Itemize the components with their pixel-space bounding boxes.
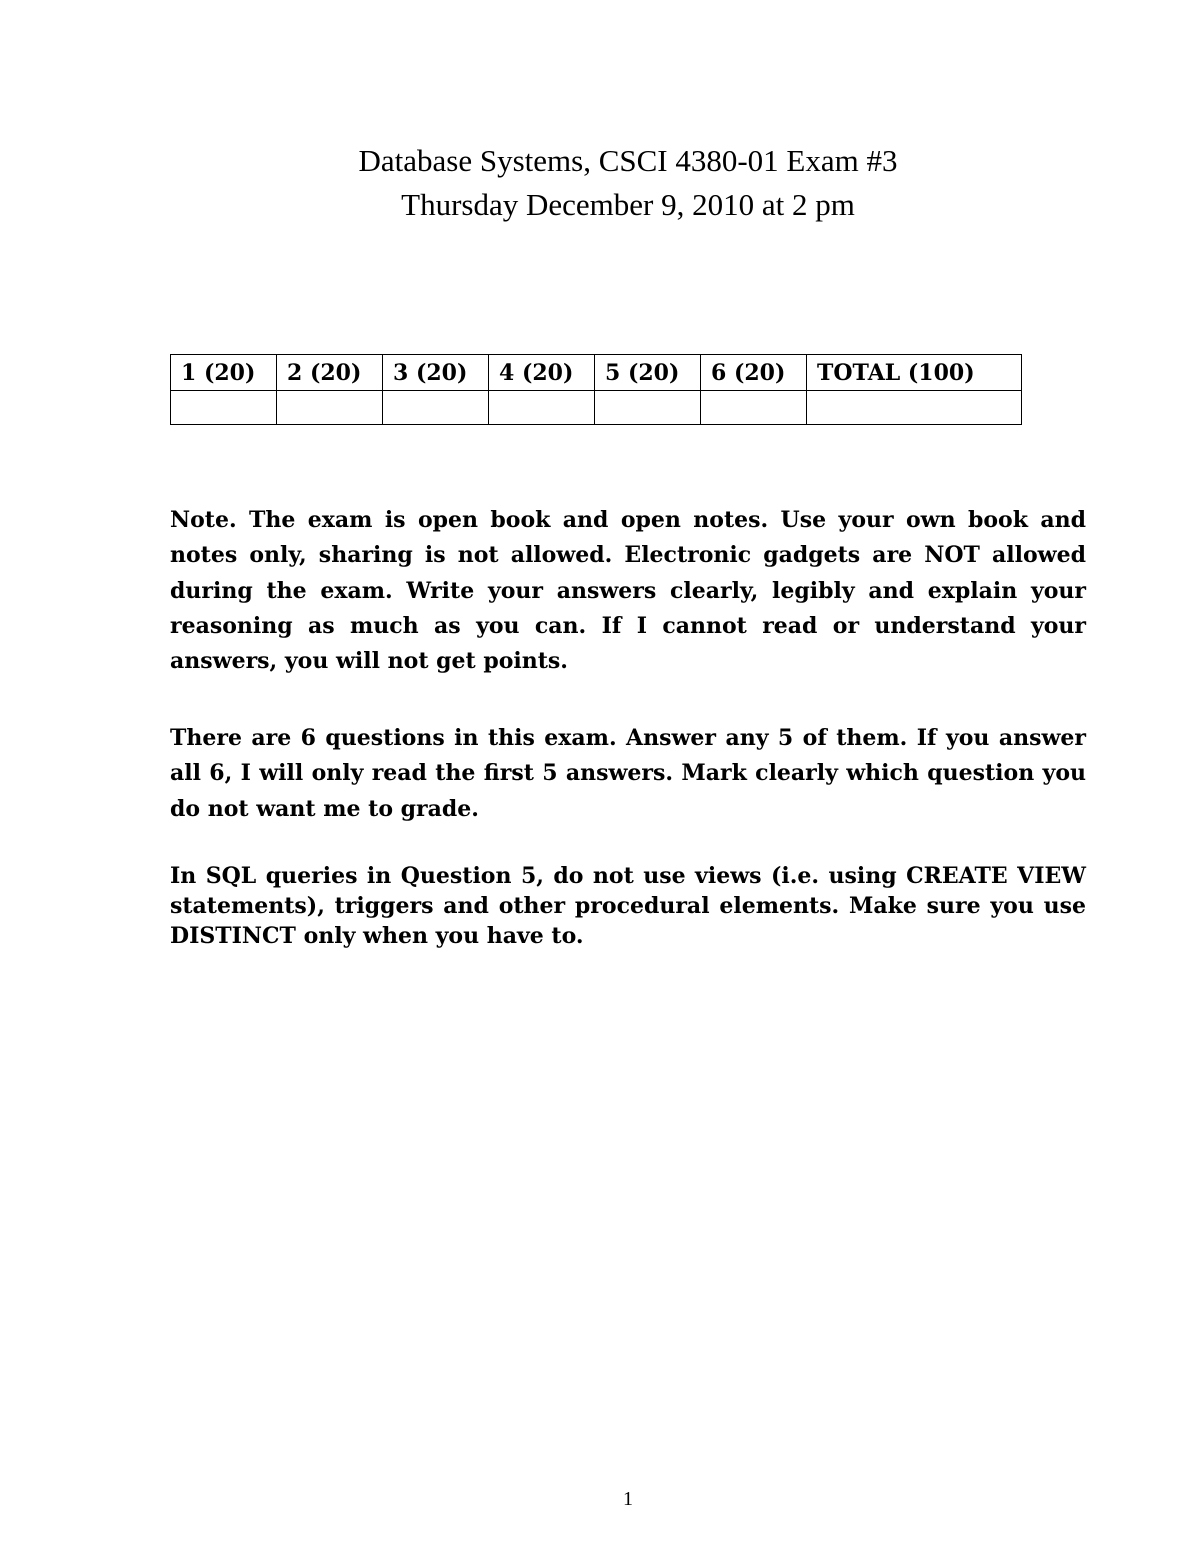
instructions-note: Note. The exam is open book and open notes. Use your own book and notes only, sharing is not allowed. Electronic gadgets are NOT allowed during the exam. Write your answers clearly, legibly and explain your reasoning as much as you can. If I cannot read or understand your answers, you will not get points. bbox=[170, 507, 1086, 675]
score-cell-total bbox=[807, 391, 1022, 425]
exam-title: Database Systems, CSCI 4380-01 Exam #3 bbox=[358, 143, 898, 178]
score-cell-q6 bbox=[701, 391, 807, 425]
score-table bbox=[170, 354, 1022, 425]
instructions-sql: In SQL queries in Question 5, do not use views (i.e. using CREATE VIEW statements), triggers and other procedural elements. Make sure you use DISTINCT only when you have to. bbox=[170, 863, 1086, 949]
score-cell-q1 bbox=[171, 391, 277, 425]
page-number: 1 bbox=[623, 1488, 633, 1510]
score-table-blank-row bbox=[171, 391, 1022, 425]
score-header-total: TOTAL (100) bbox=[807, 355, 1022, 391]
score-cell-q3 bbox=[383, 391, 489, 425]
score-cell-q4 bbox=[489, 391, 595, 425]
score-cell-q2 bbox=[277, 391, 383, 425]
instructions-questions: There are 6 questions in this exam. Answer any 5 of them. If you answer all 6, I will only read the first 5 answers. Mark clearly which question you do not want me to grade. bbox=[170, 725, 1086, 822]
score-header-q2: 2 (20) bbox=[277, 355, 383, 391]
score-header-q3: 3 (20) bbox=[383, 355, 489, 391]
score-header-q1: 1 (20) bbox=[171, 355, 277, 391]
score-table-header-row bbox=[171, 355, 1022, 391]
exam-date: Thursday December 9, 2010 at 2 pm bbox=[401, 187, 855, 222]
score-header-q4: 4 (20) bbox=[489, 355, 595, 391]
score-cell-q5 bbox=[595, 391, 701, 425]
score-header-q6: 6 (20) bbox=[701, 355, 807, 391]
score-header-q5: 5 (20) bbox=[595, 355, 701, 391]
